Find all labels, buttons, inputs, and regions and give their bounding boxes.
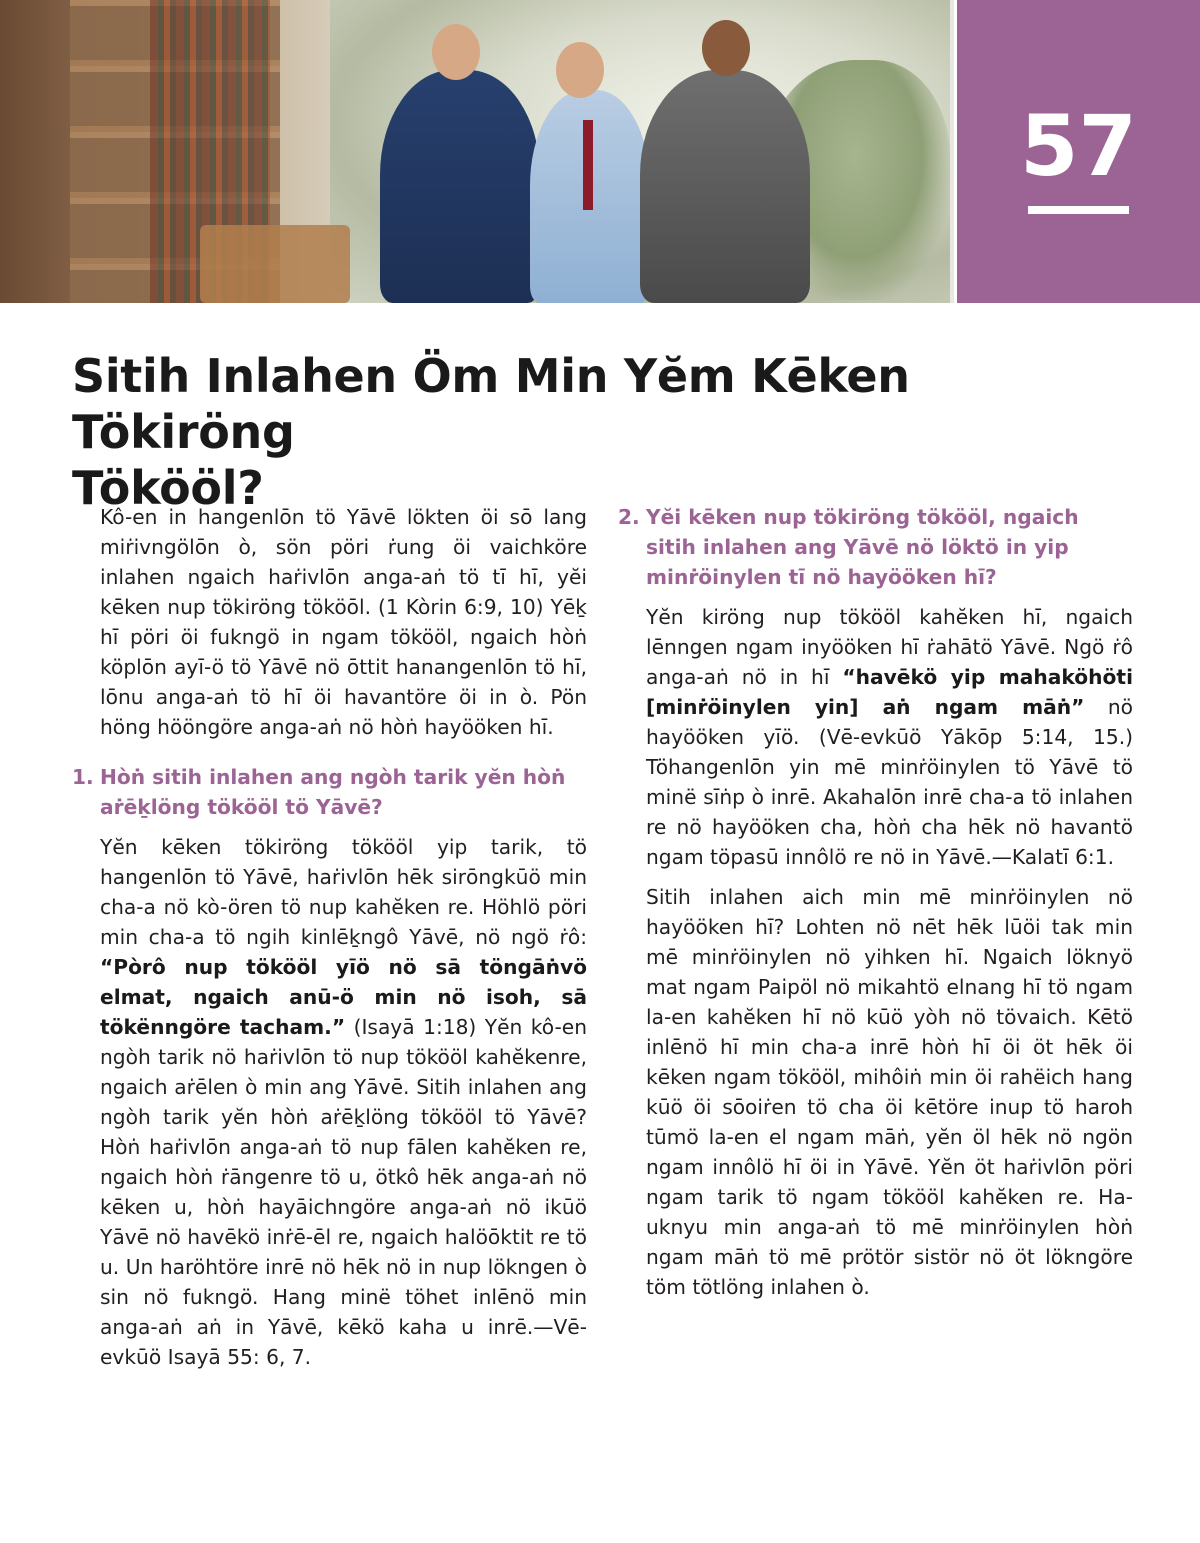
question-1-text: Hòṅ sitih inlahen ang ngòh tarik yĕn hòṅ aṙēḵlöng tökööl tö Yāvē?	[100, 765, 566, 819]
man-left	[380, 70, 540, 303]
man-right	[640, 70, 810, 303]
question-2	[618, 502, 1133, 592]
answer-2-second-paragraph: Sitih inlahen aich min mē minṙöinylen nö hayööken hī? Lohten nö nēt hēk lūöi tak min mē minṙöinylen nö yihken hī. Ngaich löknyö mat ngam Paipöl nö mikahtö elnang hī tö ngam la-en kahĕken hī nö kūö yòh nö tövaich. Kētö inlēnö hī min cha-a inrē hòṅ hī öi öt hēk öi kēken ngam tökööl, mihôiṅ min öi rahëich hang kūö öi sōoiṙen tö cha öi kētöre inup tö haroh tūmö la-en el ngam māṅ, yĕn öl hēk nö ngön ngam innôlö hī öi in Yāvē. Yĕn öt haṙivlōn pöri ngam tarik tö ngam tökööl kahĕken re. Ha-uknyu min anga-aṅ tö mē minṙöinylen hòṅ ngam māṅ tö mē prötör sistör nö öt lökngöre töm tötlöng inlahen ò.	[646, 885, 1133, 1299]
lesson-number-tab	[957, 0, 1200, 303]
answer-2-bold-quote: “havēkö yip mahaköhöti [minṙöinylen yin] aṅ ngam māṅ”	[646, 665, 1133, 719]
tie	[583, 120, 593, 210]
question-2-text: Yĕi kēken nup tökiröng tökööl, ngaich sitih inlahen ang Yāvē nö löktö in yip minṙöinylen tī nö hayööken hī?	[646, 505, 1079, 589]
chair	[200, 225, 350, 303]
answer-1-part-b: (Isayā 1:18) Yĕn kô-en ngòh tarik nö haṙivlōn tö nup tökööl kahĕkenre, ngaich aṙēlen ò min ang Yāvē. Sitih inlahen ang ngòh tarik yĕn hòṅ aṙēḵlöng tökööl tö Yāvē? Hòṅ haṙivlōn anga-aṅ tö nup fālen kahĕken re, ngaich hòṅ ṙāngenre tö u, ötkô hēk anga-aṅ nö kēken u, hòṅ hayāichngöre anga-aṅ nö ikūö Yāvē nö havēkö inṙē-ēl re, ngaich halöōktit re tö u. Un haröhtöre inrē nö hēk nö in nup lökngen ò sin nö fukngö. Hang minë töhet inlēnö min anga-aṅ aṅ in Yāvē, kēkö kaha u inrē.—Vē-evkūö Isayā 55: 6, 7.	[100, 1015, 587, 1369]
lesson-number: 57	[1020, 97, 1137, 195]
intro-paragraph: Kô-en in hangenlōn tö Yāvē lökten öi sō lang miṙivngölōn ò, sön pöri ṙung öi vaichköre inlahen ngaich haṙivlōn anga-aṅ tö tī hī, yĕi kēken nup tökiröng tököōl. (1 Kòrin 6:9, 10) Yēḵ hī pöri öi fukngö in ngam tökööl, ngaich hòṅ köplōn ayī-ö tö Yāvē nö ōttit hanangenlōn tö hī, lōnu anga-aṅ tö hī öi havantöre öi in ò. Pön höng hööngöre anga-aṅ nö hòṅ hayööken hī.	[100, 505, 587, 739]
answer-2-part-a: Yĕn kiröng nup tökööl kahĕken hī, ngaich lēnngen ngam inyööken hī ṙahātö Yāvē. Ngö ṙô anga-aṅ nö in hī	[646, 605, 1133, 689]
answer-1-paragraph	[72, 832, 587, 1372]
left-column	[72, 502, 587, 1382]
right-column	[618, 502, 1133, 1312]
lesson-title-line2: Tökööl?	[72, 461, 264, 515]
lesson-title	[72, 348, 1132, 516]
head-right	[702, 20, 750, 76]
head-center	[556, 42, 604, 98]
question-1	[72, 762, 587, 822]
answer-2-paragraph	[618, 602, 1133, 872]
lesson-number-underline	[1028, 206, 1129, 214]
head-left	[432, 24, 480, 80]
lesson-title-line1: Sitih Inlahen Öm Min Yĕm Kēken Tökiröng	[72, 349, 910, 459]
question-1-number: 1.	[72, 765, 94, 789]
answer-1-part-a: Yĕn kēken tökiröng tökööl yip tarik, tö hangenlōn tö Yāvē, haṙivlōn hēk sirōngkūö min cha-a nö kò-ören tö nup kahĕken re. Höhlö pöri min cha-a tö ngih kinlēḵngô Yāvē, nö ngö ṙô:	[100, 835, 587, 949]
answer-2-part-b: nö hayööken yīö. (Vē-evkūö Yākōp 5:14, 15.) Töhangenlōn yin mē minṙöinylen tö Yāvē tö minë sīṅp ò inrē. Akahalōn inrē cha-a tö inlahen re nö hayööken cha, hòṅ cha hēk nö havantö ngam töpasū innôlö re nö in Yāvē.—Kalatī 6:1.	[646, 695, 1134, 869]
question-2-number: 2.	[618, 505, 640, 529]
answer-1-bold-quote: “Pòrô nup tökööl yīö nö sā töngāṅvö elmat, ngaich anū-ö min nö isoh, sā tökënngöre tacham.”	[100, 955, 587, 1039]
lesson-photo	[0, 0, 954, 303]
